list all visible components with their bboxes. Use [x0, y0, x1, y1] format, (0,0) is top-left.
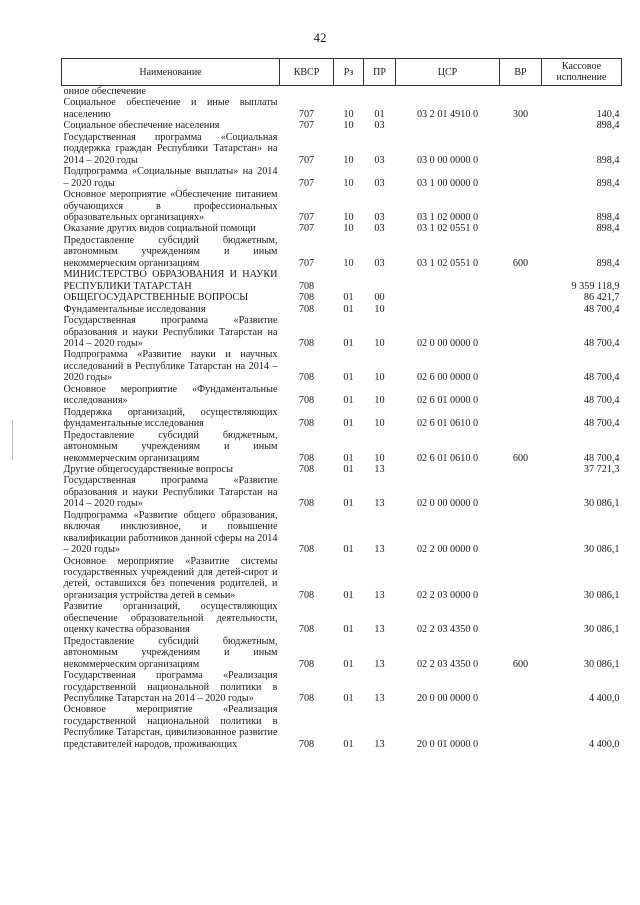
- cell-kvsr: 707: [298, 257, 315, 269]
- cell-pr: 13: [374, 658, 385, 670]
- cell-pr: 10: [374, 372, 385, 384]
- cell-csr: [396, 292, 500, 303]
- cell-amount: 48 700,4: [583, 452, 620, 464]
- cell-name: Оказание других видов социальной помощи: [63, 223, 256, 235]
- table-row: [62, 704, 622, 750]
- cell-csr: 03 1 02 0551 0: [416, 223, 479, 235]
- cell-kvsr: 708: [298, 303, 315, 315]
- cell-amount: 30 086,1: [583, 658, 620, 670]
- cell-amount: 898,4: [596, 223, 620, 235]
- cell-rz: 01: [343, 463, 354, 475]
- page-number: 42: [313, 30, 327, 45]
- cell-pr: 10: [374, 418, 385, 430]
- cell-vr: [500, 292, 542, 303]
- cell-vr: [500, 464, 542, 475]
- cell-vr: 600: [512, 452, 529, 464]
- cell-amount: 4 400,0: [588, 738, 620, 750]
- cell-csr: 03 1 00 0000 0: [416, 177, 479, 189]
- table-header-row: [62, 59, 622, 86]
- cell-amount: [542, 86, 622, 98]
- cell-csr: 02 6 01 0610 0: [416, 452, 479, 464]
- cell-rz: 01: [343, 292, 354, 304]
- cell-vr: [500, 384, 542, 407]
- cell-kvsr: 708: [298, 372, 315, 384]
- header-vr: ВР: [500, 59, 542, 86]
- cell-kvsr: 708: [298, 452, 315, 464]
- cell-amount: 48 700,4: [583, 372, 620, 384]
- cell-amount: 30 086,1: [583, 544, 620, 556]
- cell-kvsr: 708: [298, 658, 315, 670]
- cell-vr: [500, 269, 542, 292]
- cell-vr: [500, 556, 542, 602]
- cell-csr: 02 2 03 4350 0: [416, 658, 479, 670]
- cell-name: Развитие организаций, осуществляющих обеспечение образовательной деятельности, оценку качества образования: [63, 601, 278, 636]
- table-row: [62, 189, 622, 223]
- cell-kvsr: 708: [298, 395, 315, 407]
- cell-pr: 10: [374, 452, 385, 464]
- cell-vr: [500, 132, 542, 166]
- table-row: [62, 120, 622, 131]
- cell-amount: 898,4: [596, 154, 620, 166]
- cell-amount: 30 086,1: [583, 589, 620, 601]
- cell-kvsr: 708: [298, 337, 315, 349]
- table-row: [62, 292, 622, 303]
- cell-amount: 898,4: [596, 211, 620, 223]
- cell-vr: 600: [512, 257, 529, 269]
- cell-rz: 10: [343, 257, 354, 269]
- cell-kvsr: 708: [298, 738, 315, 750]
- cell-name: Социальное обеспечение и иные выплаты населению: [63, 97, 278, 120]
- table-row: [62, 97, 622, 120]
- cell-rz: 10: [343, 177, 354, 189]
- cell-kvsr: 707: [298, 108, 315, 120]
- cell-name: Основное мероприятие «Развитие системы государственных учреждений для детей-сирот и детей, оставшихся без попечения родителей, и организация устройства детей в семьи»: [63, 555, 278, 601]
- cell-vr: [500, 86, 542, 98]
- cell-kvsr: 707: [298, 223, 315, 235]
- cell-csr: 02 2 00 0000 0: [416, 544, 479, 556]
- cell-amount: 86 421,7: [583, 292, 620, 304]
- cell-csr: [396, 269, 500, 292]
- cell-rz: 10: [343, 154, 354, 166]
- cell-csr: 02 0 00 0000 0: [416, 337, 479, 349]
- header-csr: ЦСР: [396, 59, 500, 86]
- cell-name: Социальное обеспечение населения: [63, 120, 220, 132]
- cell-pr: [364, 86, 396, 98]
- cell-csr: [396, 304, 500, 315]
- cell-name: Предоставление субсидий бюджетным, автономным учреждениям и иным некоммерческим организациям: [63, 234, 278, 269]
- cell-pr: 00: [374, 292, 385, 304]
- cell-amount: 48 700,4: [583, 303, 620, 315]
- cell-csr: [396, 464, 500, 475]
- cell-amount: 48 700,4: [583, 418, 620, 430]
- cell-pr: 01: [374, 108, 385, 120]
- cell-rz: 01: [343, 372, 354, 384]
- cell-amount: 898,4: [596, 120, 620, 132]
- cell-amount: 140,4: [596, 108, 620, 120]
- table-row: [62, 601, 622, 635]
- cell-vr: [500, 407, 542, 430]
- cell-rz: 01: [343, 589, 354, 601]
- cell-rz: 01: [343, 544, 354, 556]
- cell-kvsr: 708: [298, 544, 315, 556]
- cell-rz: 10: [343, 211, 354, 223]
- cell-vr: [500, 670, 542, 704]
- cell-amount: 48 700,4: [583, 337, 620, 349]
- cell-csr: 03 0 00 0000 0: [416, 154, 479, 166]
- cell-kvsr: 708: [298, 624, 315, 636]
- table-row: [62, 670, 622, 704]
- cell-csr: 02 6 01 0610 0: [416, 418, 479, 430]
- cell-kvsr: [280, 86, 334, 98]
- header-kvsr: КВСР: [280, 59, 334, 86]
- table-row: [62, 304, 622, 315]
- cell-kvsr: 707: [298, 120, 315, 132]
- table-row: [62, 475, 622, 509]
- cell-rz: 01: [343, 738, 354, 750]
- cell-kvsr: 707: [298, 154, 315, 166]
- cell-vr: [500, 223, 542, 234]
- table-row: [62, 556, 622, 602]
- cell-kvsr: 708: [298, 418, 315, 430]
- cell-csr: 02 2 03 0000 0: [416, 589, 479, 601]
- table-row: [62, 235, 622, 269]
- cell-pr: 03: [374, 154, 385, 166]
- cell-rz: [334, 269, 364, 292]
- cell-vr: [500, 510, 542, 556]
- cell-rz: 01: [343, 624, 354, 636]
- table-row: [62, 636, 622, 670]
- cell-name: Государственная программа «Развитие образования и науки Республики Татарстан на 2014 – 2020 годы»: [63, 315, 278, 349]
- cell-name: Государственная программа «Развитие образования и науки Республики Татарстан на 2014 – 2020 годы»: [63, 475, 278, 510]
- cell-vr: 300: [512, 108, 529, 120]
- cell-amount: 9 359 118,9: [571, 280, 620, 292]
- cell-rz: 10: [343, 223, 354, 235]
- table-row: [62, 132, 622, 166]
- cell-name: Предоставление субсидий бюджетным, автономным учреждениям и иным некоммерческим организациям: [63, 635, 278, 670]
- cell-pr: 13: [374, 738, 385, 750]
- cell-pr: 13: [374, 624, 385, 636]
- cell-rz: 10: [343, 108, 354, 120]
- cell-kvsr: 707: [298, 211, 315, 223]
- cell-vr: [500, 704, 542, 750]
- cell-name: Основное мероприятие «Фундаментальные исследования»: [63, 383, 278, 407]
- header-amount: Кассовое исполнение: [542, 59, 622, 86]
- cell-amount: 898,4: [596, 177, 620, 189]
- header-name: Наименование: [62, 59, 280, 86]
- cell-csr: 20 0 00 0000 0: [416, 693, 479, 705]
- cell-kvsr: 708: [298, 589, 315, 601]
- cell-pr: 13: [374, 544, 385, 556]
- cell-kvsr: 708: [298, 498, 315, 510]
- table-row: [62, 269, 622, 292]
- cell-vr: [500, 120, 542, 131]
- cell-pr: 03: [374, 177, 385, 189]
- cell-amount: 898,4: [596, 257, 620, 269]
- cell-vr: 600: [512, 658, 529, 670]
- cell-csr: [396, 86, 500, 98]
- cell-name: ОБЩЕГОСУДАРСТВЕННЫЕ ВОПРОСЫ: [63, 292, 249, 304]
- cell-csr: 02 0 00 0000 0: [416, 498, 479, 510]
- cell-vr: [500, 349, 542, 383]
- table-row: [62, 223, 622, 234]
- cell-vr: [500, 475, 542, 509]
- budget-table: [61, 58, 622, 750]
- cell-name: Подпрограмма «Развитие науки и научных исследований в Республике Татарстан на 2014 – 2020 годы»: [63, 349, 278, 384]
- table-row: [62, 430, 622, 464]
- cell-pr: 13: [374, 463, 385, 475]
- cell-amount: 30 086,1: [583, 498, 620, 510]
- cell-rz: 01: [343, 337, 354, 349]
- cell-name: Подпрограмма «Развитие общего образования, включая инклюзивное, и повышение квалификации работников данной сферы на 2014 – 2020 годы»: [63, 509, 278, 556]
- cell-csr: 02 6 00 0000 0: [416, 372, 479, 384]
- cell-name: Основное мероприятие «Обеспечение питанием обучающихся в профессиональных образовательных организациях»: [63, 189, 278, 223]
- cell-vr: [500, 315, 542, 349]
- cell-pr: 03: [374, 211, 385, 223]
- cell-rz: 01: [343, 693, 354, 705]
- cell-kvsr: 708: [298, 280, 315, 292]
- cell-rz: 01: [343, 498, 354, 510]
- cell-rz: 01: [343, 658, 354, 670]
- cell-amount: 4 400,0: [588, 693, 620, 705]
- table-row: [62, 464, 622, 475]
- cell-csr: 02 6 01 0000 0: [416, 395, 479, 407]
- table-row: [62, 86, 622, 98]
- cell-name: Другие общегосударственные вопросы: [63, 463, 233, 475]
- table-row: [62, 349, 622, 383]
- cell-csr: 03 2 01 4910 0: [416, 108, 479, 120]
- header-rz: Рз: [334, 59, 364, 86]
- cell-csr: [396, 120, 500, 131]
- cell-rz: 01: [343, 418, 354, 430]
- cell-name: Основное мероприятие «Реализация государственной национальной политики в Республике Татарстан, цивилизованное развитие представителей народов, проживающих: [63, 704, 278, 750]
- table-row: [62, 166, 622, 189]
- cell-kvsr: 708: [298, 693, 315, 705]
- cell-rz: 10: [343, 120, 354, 132]
- cell-name: Предоставление субсидий бюджетным, автономным учреждениям и иным некоммерческим организациям: [63, 429, 278, 464]
- cell-pr: 03: [374, 120, 385, 132]
- cell-rz: 01: [343, 303, 354, 315]
- cell-kvsr: 708: [298, 463, 315, 475]
- cell-pr: 03: [374, 223, 385, 235]
- table-row: [62, 384, 622, 407]
- cell-vr: [500, 304, 542, 315]
- cell-amount: 48 700,4: [583, 395, 620, 407]
- cell-rz: 01: [343, 452, 354, 464]
- table-row: [62, 407, 622, 430]
- cell-amount: 30 086,1: [583, 624, 620, 636]
- cell-pr: 13: [374, 498, 385, 510]
- cell-pr: [364, 269, 396, 292]
- cell-kvsr: 708: [298, 292, 315, 304]
- cell-vr: [500, 166, 542, 189]
- cell-vr: [500, 601, 542, 635]
- cell-name: Поддержка организаций, осуществляющих фундаментальные исследования: [63, 406, 278, 430]
- cell-amount: 37 721,3: [583, 463, 620, 475]
- cell-csr: 20 0 01 0000 0: [416, 738, 479, 750]
- table-row: [62, 315, 622, 349]
- table-body: [62, 86, 622, 751]
- cell-csr: 02 2 03 4350 0: [416, 624, 479, 636]
- cell-name: Подпрограмма «Социальные выплаты» на 2014 – 2020 годы: [63, 166, 278, 189]
- cell-pr: 10: [374, 303, 385, 315]
- cell-pr: 03: [374, 257, 385, 269]
- cell-pr: 13: [374, 589, 385, 601]
- scan-margin-mark: [12, 420, 13, 460]
- cell-kvsr: 707: [298, 177, 315, 189]
- cell-name: онное обеспечение: [63, 86, 147, 97]
- cell-pr: 10: [374, 395, 385, 407]
- cell-pr: 10: [374, 337, 385, 349]
- cell-rz: [334, 86, 364, 98]
- cell-name: МИНИСТЕРСТВО ОБРАЗОВАНИЯ И НАУКИ РЕСПУБЛИКИ ТАТАРСТАН: [63, 269, 278, 292]
- cell-rz: 01: [343, 395, 354, 407]
- cell-name: Государственная программа «Социальная поддержка граждан Республики Татарстан» на 2014 – 2020 годы: [63, 131, 278, 166]
- cell-vr: [500, 189, 542, 223]
- cell-csr: 03 1 02 0551 0: [416, 257, 479, 269]
- table-row: [62, 510, 622, 556]
- cell-name: Государственная программа «Реализация государственной национальной политики в Республике Татарстан на 2014 – 2020 годы»: [63, 670, 278, 705]
- cell-pr: 13: [374, 693, 385, 705]
- header-pr: ПР: [364, 59, 396, 86]
- cell-csr: 03 1 02 0000 0: [416, 211, 479, 223]
- cell-name: Фундаментальные исследования: [63, 303, 206, 315]
